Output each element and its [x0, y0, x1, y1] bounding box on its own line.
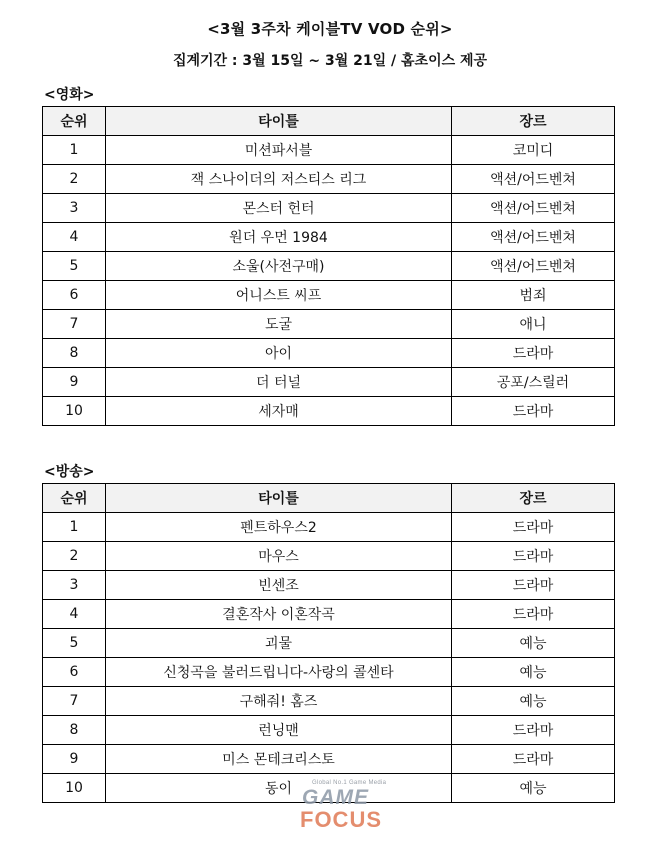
genre-cell: 공포/스릴러	[452, 368, 615, 397]
title-cell: 몬스터 헌터	[106, 194, 452, 223]
genre-cell: 액션/어드벤쳐	[452, 165, 615, 194]
rank-cell: 8	[43, 716, 106, 745]
table-row	[43, 252, 615, 281]
rank-cell: 7	[43, 687, 106, 716]
rank-cell: 10	[43, 774, 106, 803]
rank-cell: 3	[43, 194, 106, 223]
rank-cell: 9	[43, 745, 106, 774]
title-cell: 동이	[106, 774, 452, 803]
genre-cell: 액션/어드벤쳐	[452, 223, 615, 252]
watermark-line1: GAME	[302, 786, 369, 809]
title-cell: 빈센조	[106, 571, 452, 600]
table-row	[43, 339, 615, 368]
title-cell: 원더 우먼 1984	[106, 223, 452, 252]
rank-header: 순위	[43, 484, 106, 513]
title-cell: 펜트하우스2	[106, 513, 452, 542]
table-row	[43, 513, 615, 542]
genre-cell: 액션/어드벤쳐	[452, 194, 615, 223]
genre-cell: 드라마	[452, 716, 615, 745]
title-cell: 구해줘! 홈즈	[106, 687, 452, 716]
title-header: 타이틀	[106, 484, 452, 513]
rank-cell: 10	[43, 397, 106, 426]
broadcast-section-label: <방송>	[44, 464, 95, 480]
rank-cell: 5	[43, 629, 106, 658]
table-header-row	[43, 484, 615, 513]
table-row	[43, 136, 615, 165]
table-row	[43, 716, 615, 745]
title-cell: 더 터널	[106, 368, 452, 397]
watermark-line2: FOCUS	[300, 807, 382, 832]
rank-cell: 4	[43, 223, 106, 252]
title-cell: 잭 스나이더의 저스티스 리그	[106, 165, 452, 194]
genre-cell: 예능	[452, 658, 615, 687]
table-row	[43, 397, 615, 426]
movie-ranking-table	[42, 106, 615, 426]
genre-cell: 드라마	[452, 571, 615, 600]
genre-cell: 코미디	[452, 136, 615, 165]
page-subtitle: 집계기간 : 3월 15일 ~ 3월 21일 / 홈초이스 제공	[172, 53, 488, 69]
genre-cell: 애니	[452, 310, 615, 339]
table-row	[43, 658, 615, 687]
rank-cell: 7	[43, 310, 106, 339]
rank-cell: 3	[43, 571, 106, 600]
table-row	[43, 542, 615, 571]
title-header: 타이틀	[106, 107, 452, 136]
rank-cell: 6	[43, 281, 106, 310]
genre-header: 장르	[452, 107, 615, 136]
table-row	[43, 600, 615, 629]
table-row	[43, 223, 615, 252]
genre-cell: 예능	[452, 687, 615, 716]
genre-cell: 드라마	[452, 542, 615, 571]
table-row	[43, 165, 615, 194]
genre-cell: 드라마	[452, 339, 615, 368]
rank-cell: 1	[43, 513, 106, 542]
title-cell: 소울(사전구매)	[106, 252, 452, 281]
table-row	[43, 571, 615, 600]
table-header-row	[43, 107, 615, 136]
rank-cell: 4	[43, 600, 106, 629]
gamefocus-watermark-logo	[288, 780, 418, 834]
title-cell: 어니스트 씨프	[106, 281, 452, 310]
rank-cell: 9	[43, 368, 106, 397]
genre-cell: 예능	[452, 774, 615, 803]
rank-header: 순위	[43, 107, 106, 136]
rank-cell: 8	[43, 339, 106, 368]
broadcast-ranking-table	[42, 483, 615, 803]
genre-cell: 드라마	[452, 745, 615, 774]
title-cell: 도굴	[106, 310, 452, 339]
movie-section-label: <영화>	[44, 87, 95, 103]
table-row	[43, 194, 615, 223]
table-row	[43, 310, 615, 339]
page-title: <3월 3주차 케이블TV VOD 순위>	[207, 20, 453, 38]
table-row	[43, 629, 615, 658]
movie-table-body	[43, 136, 615, 426]
title-cell: 신청곡을 불러드립니다-사랑의 콜센타	[106, 658, 452, 687]
table-row	[43, 281, 615, 310]
title-cell: 마우스	[106, 542, 452, 571]
rank-cell: 6	[43, 658, 106, 687]
title-cell: 괴물	[106, 629, 452, 658]
genre-cell: 범죄	[452, 281, 615, 310]
title-cell: 아이	[106, 339, 452, 368]
genre-cell: 예능	[452, 629, 615, 658]
rank-cell: 2	[43, 542, 106, 571]
genre-cell: 드라마	[452, 397, 615, 426]
genre-cell: 드라마	[452, 513, 615, 542]
table-row	[43, 368, 615, 397]
rank-cell: 1	[43, 136, 106, 165]
title-cell: 미스 몬테크리스토	[106, 745, 452, 774]
broadcast-table-body	[43, 513, 615, 803]
title-cell: 결혼작사 이혼작곡	[106, 600, 452, 629]
genre-header: 장르	[452, 484, 615, 513]
table-row	[43, 745, 615, 774]
title-cell: 세자매	[106, 397, 452, 426]
title-cell: 미션파서블	[106, 136, 452, 165]
title-cell: 런닝맨	[106, 716, 452, 745]
rank-cell: 5	[43, 252, 106, 281]
rank-cell: 2	[43, 165, 106, 194]
genre-cell: 액션/어드벤쳐	[452, 252, 615, 281]
watermark-tagline: Global No.1 Game Media	[312, 780, 387, 786]
table-row	[43, 687, 615, 716]
genre-cell: 드라마	[452, 600, 615, 629]
